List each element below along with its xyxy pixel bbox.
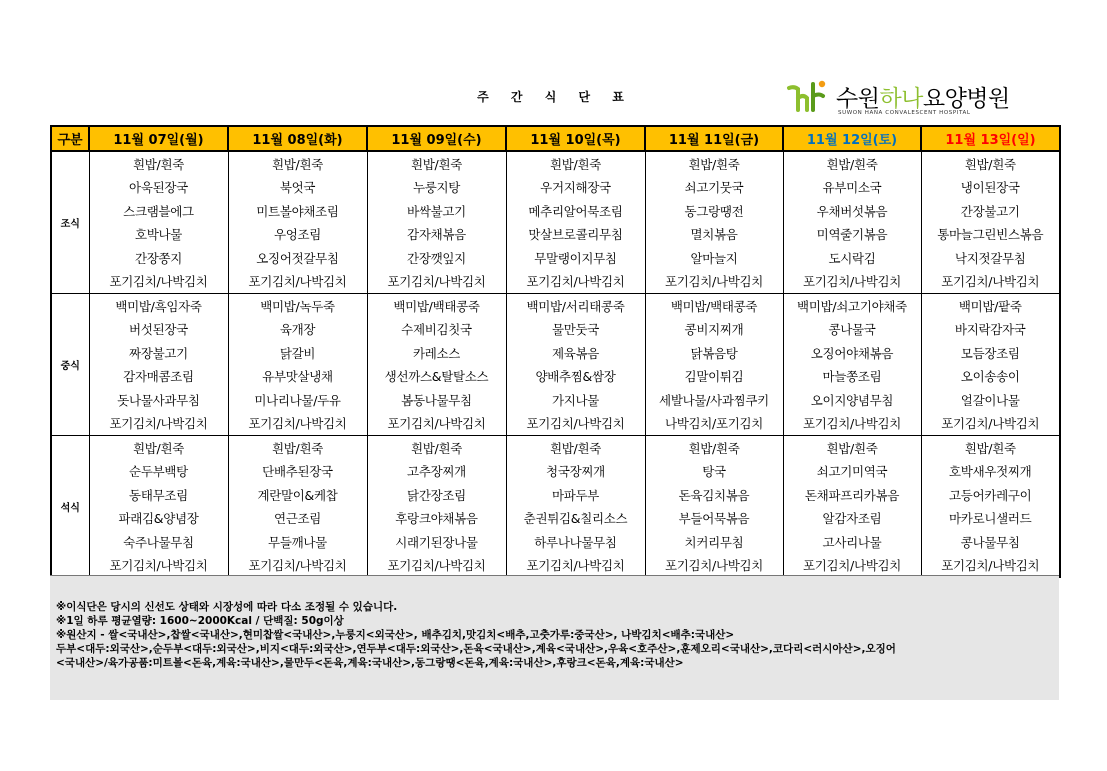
menu-item: 연근조림: [228, 507, 367, 531]
menu-item: 오징어야채볶음: [783, 341, 921, 365]
note-line: ※원산지 - 쌀<국내산>,찹쌀<국내산>,현미찹쌀<국내산>,누룽지<외국산>, 배추김치,맛김치<배추,고춧가루:중국산>, 나박김치<배추:국내산>: [56, 629, 735, 641]
note-line: ※이식단은 당시의 신선도 상태와 시장성에 따라 다소 조정될 수 있습니다.: [56, 601, 398, 613]
menu-item: 간장쫑지: [89, 246, 228, 270]
menu-item: 육개장: [228, 318, 367, 342]
menu-item: 포기김치/나박김치: [921, 270, 1060, 294]
menu-item: 흰밥/흰죽: [921, 436, 1060, 460]
menu-item: 콩나물무침: [921, 530, 1060, 554]
menu-item: 세발나물/사과찜쿠키: [645, 388, 783, 412]
menu-item: 포기김치/나박김치: [506, 412, 645, 436]
menu-item: 포기김치/나박김치: [921, 554, 1060, 578]
menu-item: 계란말이&케찹: [228, 483, 367, 507]
menu-item: 누룽지탕: [367, 176, 506, 200]
lunch-row: [51, 412, 1060, 436]
menu-item: 흰밥/흰죽: [506, 436, 645, 460]
lunch-row: [51, 341, 1060, 365]
note-line: ※1일 하루 평균열량: 1600~2000Kcal / 단백질: 50g이상: [56, 615, 344, 627]
day-header-fri: 11월 11일(금): [645, 126, 783, 151]
menu-item: 흰밥/흰죽: [783, 436, 921, 460]
menu-item: 포기김치/나박김치: [645, 554, 783, 578]
menu-item: 흰밥/흰죽: [645, 436, 783, 460]
menu-item: 통마늘그린빈스볶음: [921, 223, 1060, 247]
menu-item: 미나리나물/두유: [228, 388, 367, 412]
day-header-thu: 11월 10일(목): [506, 126, 645, 151]
menu-item: 오징어젓갈무침: [228, 246, 367, 270]
menu-item: 콩나물국: [783, 318, 921, 342]
menu-item: 고사리나물: [783, 530, 921, 554]
menu-item: 청국장찌개: [506, 460, 645, 484]
menu-item: 흰밥/흰죽: [89, 151, 228, 176]
menu-item: 나박김치/포기김치: [645, 412, 783, 436]
menu-item: 우거지해장국: [506, 176, 645, 200]
menu-item: 포기김치/나박김치: [921, 412, 1060, 436]
menu-item: 모듬장조림: [921, 341, 1060, 365]
breakfast-row: [51, 223, 1060, 247]
menu-item: 포기김치/나박김치: [783, 270, 921, 294]
menu-item: 백미밥/백태콩죽: [645, 294, 783, 318]
menu-item: 동태무조림: [89, 483, 228, 507]
weekly-menu-table: [50, 125, 1061, 578]
menu-item: 유부미소국: [783, 176, 921, 200]
menu-item: 흰밥/흰죽: [367, 151, 506, 176]
day-header-sat: 11월 12일(토): [783, 126, 921, 151]
menu-item: 파래김&양념장: [89, 507, 228, 531]
menu-item: 오이지양념무침: [783, 388, 921, 412]
menu-item: 돈채파프리카볶음: [783, 483, 921, 507]
day-header-mon: 11월 07일(월): [89, 126, 228, 151]
menu-item: 봄동나물무침: [367, 388, 506, 412]
menu-item: 알감자조림: [783, 507, 921, 531]
menu-item: 김말이튀김: [645, 365, 783, 389]
header-label: 구분: [51, 126, 89, 151]
hospital-name: 수원하나요양병원: [836, 86, 1010, 112]
menu-item: 물만둣국: [506, 318, 645, 342]
menu-item: 후랑크야채볶음: [367, 507, 506, 531]
dinner-row: [51, 554, 1060, 578]
menu-item: 동그랑땡전: [645, 199, 783, 223]
menu-item: 순두부백탕: [89, 460, 228, 484]
dinner-row: [51, 483, 1060, 507]
menu-item: 닭간장조림: [367, 483, 506, 507]
menu-item: 무들깨나물: [228, 530, 367, 554]
menu-item: 춘권튀김&칠리소스: [506, 507, 645, 531]
lunch-row: [51, 318, 1060, 342]
menu-item: 흰밥/흰죽: [645, 151, 783, 176]
note-line: <국내산>/육가공품:미트볼<돈육,계육:국내산>,물만두<돈육,계육:국내산>,동그랑땡<돈육,계육:국내산>,후랑크<돈육,계육:국내산>: [56, 657, 684, 669]
menu-item: 양배추찜&쌈장: [506, 365, 645, 389]
menu-item: 단배추된장국: [228, 460, 367, 484]
dinner-row: [51, 507, 1060, 531]
menu-item: 간장불고기: [921, 199, 1060, 223]
menu-item: 메추리알어묵조림: [506, 199, 645, 223]
menu-item: 백미밥/흑임자죽: [89, 294, 228, 318]
menu-item: 포기김치/나박김치: [367, 270, 506, 294]
menu-item: 포기김치/나박김치: [89, 554, 228, 578]
menu-item: 수제비김칫국: [367, 318, 506, 342]
menu-item: 고추장찌개: [367, 460, 506, 484]
menu-item: 생선까스&탈탈소스: [367, 365, 506, 389]
menu-item: 치커리무침: [645, 530, 783, 554]
menu-item: 흰밥/흰죽: [783, 151, 921, 176]
menu-item: 백미밥/백태콩죽: [367, 294, 506, 318]
menu-item: 감자채볶음: [367, 223, 506, 247]
menu-item: 미트볼야채조림: [228, 199, 367, 223]
menu-item: 흰밥/흰죽: [367, 436, 506, 460]
menu-item: 포기김치/나박김치: [89, 270, 228, 294]
breakfast-label: 조식: [51, 151, 89, 294]
menu-item: 백미밥/팥죽: [921, 294, 1060, 318]
menu-item: 포기김치/나박김치: [367, 412, 506, 436]
header-row: [51, 126, 1060, 151]
hospital-english-name: SUWON HANA CONVALESCENT HOSPITAL: [838, 110, 971, 116]
dinner-row: [51, 460, 1060, 484]
dinner-label: 석식: [51, 436, 89, 578]
menu-item: 감자매콤조림: [89, 365, 228, 389]
breakfast-row: [51, 151, 1060, 176]
menu-item: 포기김치/나박김치: [506, 554, 645, 578]
menu-item: 호박나물: [89, 223, 228, 247]
menu-item: 알마늘지: [645, 246, 783, 270]
day-header-wed: 11월 09일(수): [367, 126, 506, 151]
menu-item: 포기김치/나박김치: [645, 270, 783, 294]
menu-item: 마늘쫑조림: [783, 365, 921, 389]
menu-item: 버섯된장국: [89, 318, 228, 342]
menu-item: 부들어묵볶음: [645, 507, 783, 531]
menu-item: 포기김치/나박김치: [783, 412, 921, 436]
menu-item: 포기김치/나박김치: [228, 412, 367, 436]
page-title: 주 간 식 단 표: [477, 90, 633, 104]
hospital-logo: [786, 76, 1056, 122]
menu-item: 짜장불고기: [89, 341, 228, 365]
menu-item: 백미밥/녹두죽: [228, 294, 367, 318]
breakfast-row: [51, 270, 1060, 294]
dinner-row: [51, 436, 1060, 460]
lunch-label: 중식: [51, 294, 89, 436]
menu-item: 돈육김치볶음: [645, 483, 783, 507]
menu-item: 흰밥/흰죽: [228, 436, 367, 460]
menu-item: 스크램블에그: [89, 199, 228, 223]
menu-item: 제육볶음: [506, 341, 645, 365]
day-header-tue: 11월 08일(화): [228, 126, 367, 151]
breakfast-row: [51, 176, 1060, 200]
menu-item: 마파두부: [506, 483, 645, 507]
breakfast-row: [51, 246, 1060, 270]
menu-item: 탕국: [645, 460, 783, 484]
menu-item: 포기김치/나박김치: [89, 412, 228, 436]
menu-item: 포기김치/나박김치: [228, 270, 367, 294]
lunch-row: [51, 365, 1060, 389]
menu-item: 콩비지찌개: [645, 318, 783, 342]
menu-item: 멸치볶음: [645, 223, 783, 247]
menu-item: 흰밥/흰죽: [506, 151, 645, 176]
menu-item: 백미밥/쇠고기야채죽: [783, 294, 921, 318]
menu-item: 바싹불고기: [367, 199, 506, 223]
menu-item: 하루나나물무침: [506, 530, 645, 554]
dinner-row: [51, 530, 1060, 554]
menu-item: 포기김치/나박김치: [367, 554, 506, 578]
lunch-row: [51, 294, 1060, 318]
menu-item: 숙주나물무침: [89, 530, 228, 554]
menu-item: 우엉조림: [228, 223, 367, 247]
hana-logo-icon: [786, 76, 834, 116]
lunch-row: [51, 388, 1060, 412]
menu-item: 흰밥/흰죽: [228, 151, 367, 176]
notes-section: [50, 575, 1059, 700]
menu-item: 가지나물: [506, 388, 645, 412]
menu-item: 아욱된장국: [89, 176, 228, 200]
menu-item: 흰밥/흰죽: [89, 436, 228, 460]
menu-item: 맛살브로콜리무침: [506, 223, 645, 247]
menu-item: 닭볶음탕: [645, 341, 783, 365]
menu-item: 오이송송이: [921, 365, 1060, 389]
menu-item: 유부맛살냉채: [228, 365, 367, 389]
menu-item: 호박새우젓찌개: [921, 460, 1060, 484]
menu-item: 포기김치/나박김치: [506, 270, 645, 294]
menu-item: 포기김치/나박김치: [783, 554, 921, 578]
menu-item: 얼갈이나물: [921, 388, 1060, 412]
menu-item: 고등어카레구이: [921, 483, 1060, 507]
menu-item: 미역줄기볶음: [783, 223, 921, 247]
menu-item: 카레소스: [367, 341, 506, 365]
menu-item: 도시락김: [783, 246, 921, 270]
menu-item: 마카로니샐러드: [921, 507, 1060, 531]
menu-item: 돗나물사과무침: [89, 388, 228, 412]
menu-item: 닭갈비: [228, 341, 367, 365]
menu-item: 냉이된장국: [921, 176, 1060, 200]
menu-item: 바지락감자국: [921, 318, 1060, 342]
menu-item: 쇠고기뭇국: [645, 176, 783, 200]
menu-item: 낙지젓갈무침: [921, 246, 1060, 270]
menu-item: 우채버섯볶음: [783, 199, 921, 223]
menu-item: 쇠고기미역국: [783, 460, 921, 484]
day-header-sun: 11월 13일(일): [921, 126, 1060, 151]
menu-item: 북엇국: [228, 176, 367, 200]
note-line: 두부<대두:외국산>,순두부<대두:외국산>,비지<대두:외국산>,연두부<대두:외국산>,돈육<국내산>,계육<국내산>,우육<호주산>,훈제오리<국내산>,코다리<러시아산>,오징어: [56, 643, 896, 655]
breakfast-row: [51, 199, 1060, 223]
menu-item: 백미밥/서리태콩죽: [506, 294, 645, 318]
menu-item: 무말랭이지무침: [506, 246, 645, 270]
menu-item: 간장깻잎지: [367, 246, 506, 270]
menu-item: 포기김치/나박김치: [228, 554, 367, 578]
menu-item: 시래기된장나물: [367, 530, 506, 554]
menu-item: 흰밥/흰죽: [921, 151, 1060, 176]
